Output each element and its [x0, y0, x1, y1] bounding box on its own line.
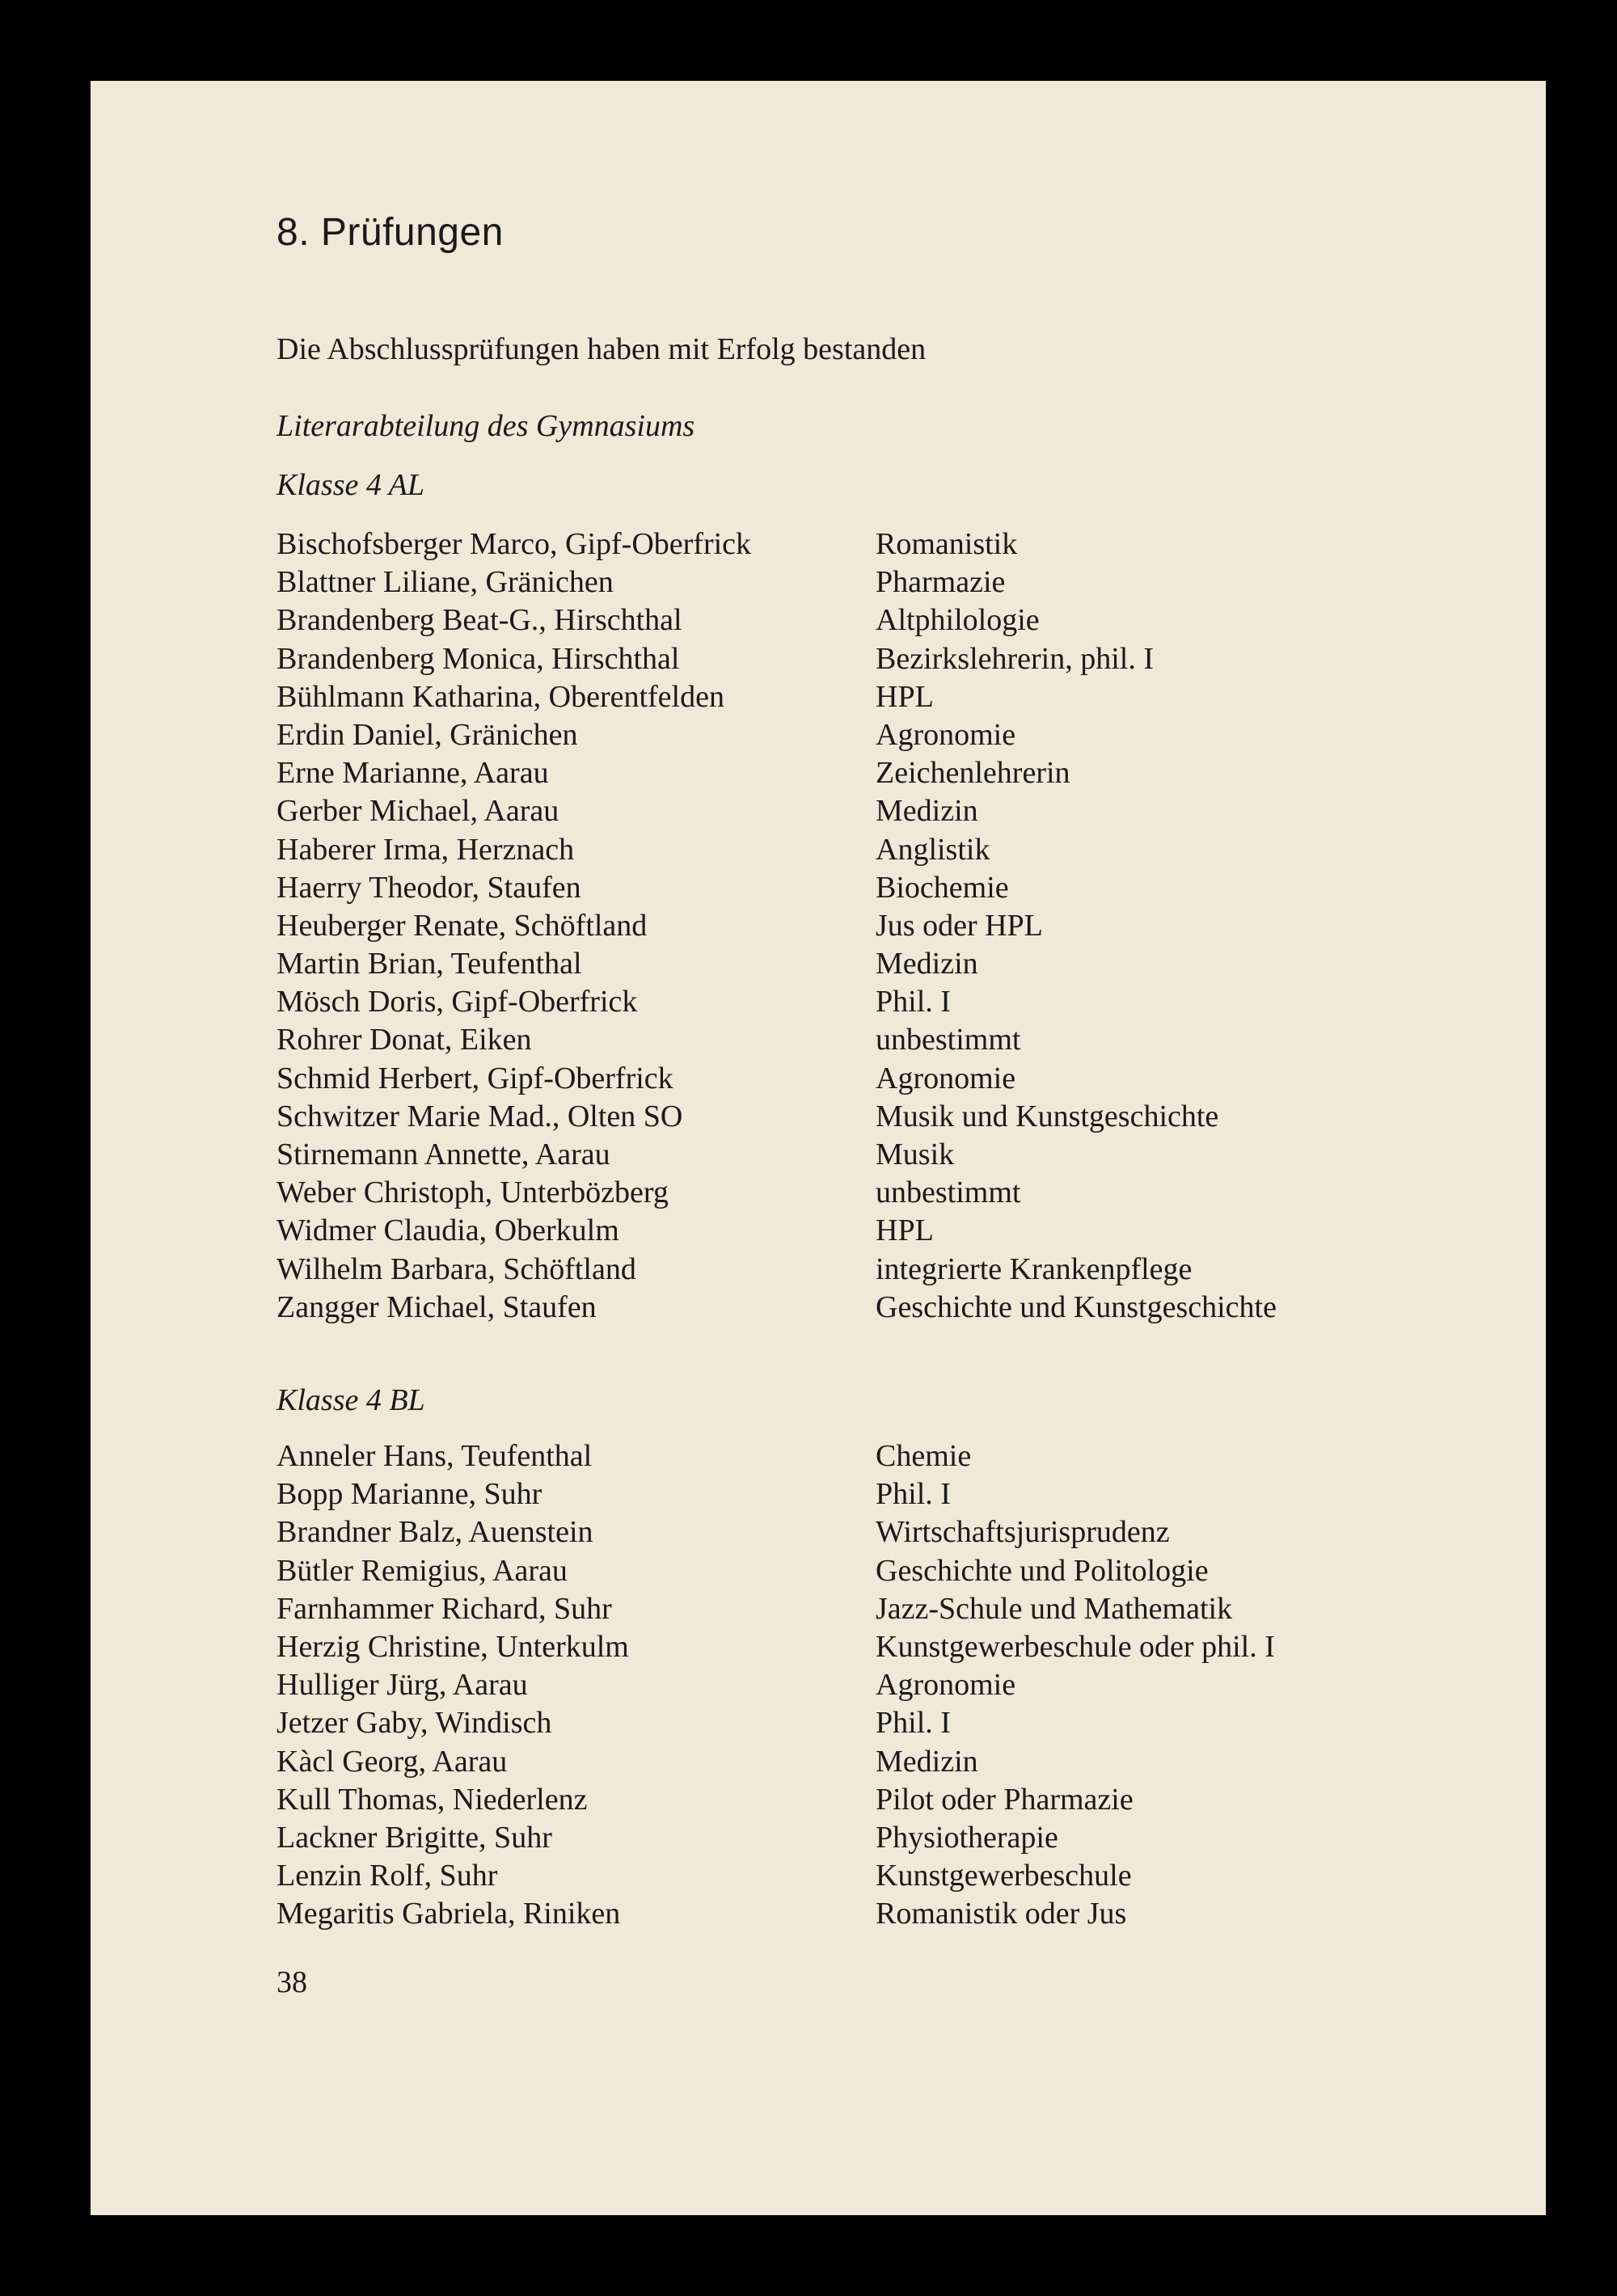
student-name: Herzig Christine, Unterkulm [277, 1629, 629, 1664]
student-row [277, 792, 1489, 830]
student-row [277, 1289, 1489, 1327]
student-row [277, 1590, 1489, 1628]
student-row [277, 1513, 1489, 1551]
student-name: Erne Marianne, Aarau [277, 756, 549, 791]
student-row [277, 831, 1489, 869]
student-name: Wilhelm Barbara, Schöftland [277, 1251, 636, 1286]
study-field: HPL [876, 679, 934, 714]
study-field: Geschichte und Politologie [876, 1553, 1209, 1588]
student-row [277, 1857, 1489, 1895]
study-field: integrierte Krankenpflege [876, 1251, 1193, 1286]
student-name: Brandner Balz, Auenstein [277, 1515, 593, 1550]
student-row [277, 1437, 1489, 1475]
study-field: Medizin [876, 947, 978, 981]
study-field: Phil. I [876, 1477, 951, 1512]
page-heading: 8. Prüfungen [277, 211, 504, 254]
student-name: Lackner Brigitte, Suhr [277, 1820, 552, 1855]
student-name: Haerry Theodor, Staufen [277, 870, 581, 905]
study-field: unbestimmt [876, 1023, 1021, 1057]
student-name: Jetzer Gaby, Windisch [277, 1706, 552, 1741]
student-name: Bühlmann Katharina, Oberentfelden [277, 679, 724, 714]
student-name: Schwitzer Marie Mad., Olten SO [277, 1099, 683, 1133]
study-field: Romanistik [876, 527, 1018, 561]
student-row [277, 1212, 1489, 1250]
student-name: Zangger Michael, Staufen [277, 1289, 597, 1324]
intro-text: Die Abschlussprüfungen haben mit Erfolg bestanden [277, 332, 927, 366]
student-name: Brandenberg Beat-G., Hirschthal [277, 603, 682, 638]
study-field: unbestimmt [876, 1175, 1021, 1210]
study-field: Agronomie [876, 1668, 1016, 1703]
student-row [277, 945, 1489, 983]
student-row [277, 754, 1489, 792]
class-title-4bl: Klasse 4 BL [277, 1383, 425, 1417]
student-row [277, 716, 1489, 754]
study-field: Phil. I [876, 985, 951, 1019]
student-name: Anneler Hans, Teufenthal [277, 1439, 593, 1473]
student-name: Brandenberg Monica, Hirschthal [277, 641, 680, 676]
student-row [277, 1628, 1489, 1666]
student-row [277, 1475, 1489, 1513]
section-title: Literarabteilung des Gymnasiums [277, 409, 695, 443]
student-row [277, 1895, 1489, 1933]
study-field: Pilot oder Pharmazie [876, 1782, 1134, 1817]
student-name: Widmer Claudia, Oberkulm [277, 1213, 619, 1248]
student-row [277, 1666, 1489, 1704]
study-field: Kunstgewerbeschule [876, 1859, 1132, 1893]
student-name: Gerber Michael, Aarau [277, 794, 559, 829]
student-name: Kull Thomas, Niederlenz [277, 1782, 588, 1817]
student-row [277, 1136, 1489, 1174]
class-title-4al: Klasse 4 AL [277, 468, 425, 502]
study-field: Agronomie [876, 717, 1016, 752]
student-row [277, 1704, 1489, 1742]
study-field: Musik und Kunstgeschichte [876, 1099, 1219, 1133]
student-row [277, 525, 1489, 563]
student-name: Heuberger Renate, Schöftland [277, 908, 648, 943]
student-row [277, 1251, 1489, 1289]
study-field: Pharmazie [876, 565, 1006, 600]
study-field: Agronomie [876, 1061, 1016, 1095]
student-name: Martin Brian, Teufenthal [277, 947, 582, 981]
student-row [277, 907, 1489, 945]
student-name: Schmid Herbert, Gipf-Oberfrick [277, 1061, 673, 1095]
student-name: Bopp Marianne, Suhr [277, 1477, 543, 1512]
student-name: Mösch Doris, Gipf-Oberfrick [277, 985, 638, 1019]
class-list-4bl [277, 1437, 1489, 1933]
study-field: Romanistik oder Jus [876, 1897, 1127, 1931]
student-row [277, 640, 1489, 678]
student-row [277, 1021, 1489, 1059]
student-row [277, 563, 1489, 601]
study-field: Kunstgewerbeschule oder phil. I [876, 1629, 1275, 1664]
student-name: Kàcl Georg, Aarau [277, 1744, 508, 1779]
student-name: Bütler Remigius, Aarau [277, 1553, 568, 1588]
student-row [277, 1819, 1489, 1857]
student-row [277, 678, 1489, 716]
study-field: Musik [876, 1137, 955, 1171]
student-name: Rohrer Donat, Eiken [277, 1023, 532, 1057]
student-row [277, 983, 1489, 1021]
study-field: Physiotherapie [876, 1820, 1058, 1855]
student-row [277, 601, 1489, 639]
study-field: HPL [876, 1213, 934, 1248]
study-field: Phil. I [876, 1706, 951, 1741]
student-row [277, 1781, 1489, 1819]
student-row [277, 1098, 1489, 1136]
study-field: Bezirkslehrerin, phil. I [876, 641, 1155, 676]
student-name: Erdin Daniel, Gränichen [277, 717, 578, 752]
study-field: Medizin [876, 1744, 978, 1779]
student-row [277, 1174, 1489, 1212]
class-list-4al [277, 525, 1489, 1327]
student-name: Blattner Liliane, Gränichen [277, 565, 614, 600]
student-row [277, 1060, 1489, 1098]
study-field: Geschichte und Kunstgeschichte [876, 1289, 1277, 1324]
study-field: Anglistik [876, 832, 990, 867]
study-field: Zeichenlehrerin [876, 756, 1070, 791]
student-name: Hulliger Jürg, Aarau [277, 1668, 528, 1703]
student-name: Lenzin Rolf, Suhr [277, 1859, 498, 1893]
student-name: Megaritis Gabriela, Riniken [277, 1897, 621, 1931]
study-field: Jazz-Schule und Mathematik [876, 1591, 1233, 1626]
study-field: Medizin [876, 794, 978, 829]
document-page [91, 81, 1546, 2215]
study-field: Chemie [876, 1439, 972, 1473]
student-name: Haberer Irma, Herznach [277, 832, 575, 867]
student-row [277, 1552, 1489, 1590]
student-name: Stirnemann Annette, Aarau [277, 1137, 610, 1171]
student-row [277, 869, 1489, 907]
study-field: Altphilologie [876, 603, 1040, 638]
study-field: Wirtschaftsjurisprudenz [876, 1515, 1170, 1550]
page-number: 38 [277, 1965, 307, 1999]
student-name: Farnhammer Richard, Suhr [277, 1591, 612, 1626]
student-row [277, 1743, 1489, 1781]
student-name: Weber Christoph, Unterbözberg [277, 1175, 669, 1210]
student-name: Bischofsberger Marco, Gipf-Oberfrick [277, 527, 752, 561]
study-field: Jus oder HPL [876, 908, 1043, 943]
study-field: Biochemie [876, 870, 1009, 905]
